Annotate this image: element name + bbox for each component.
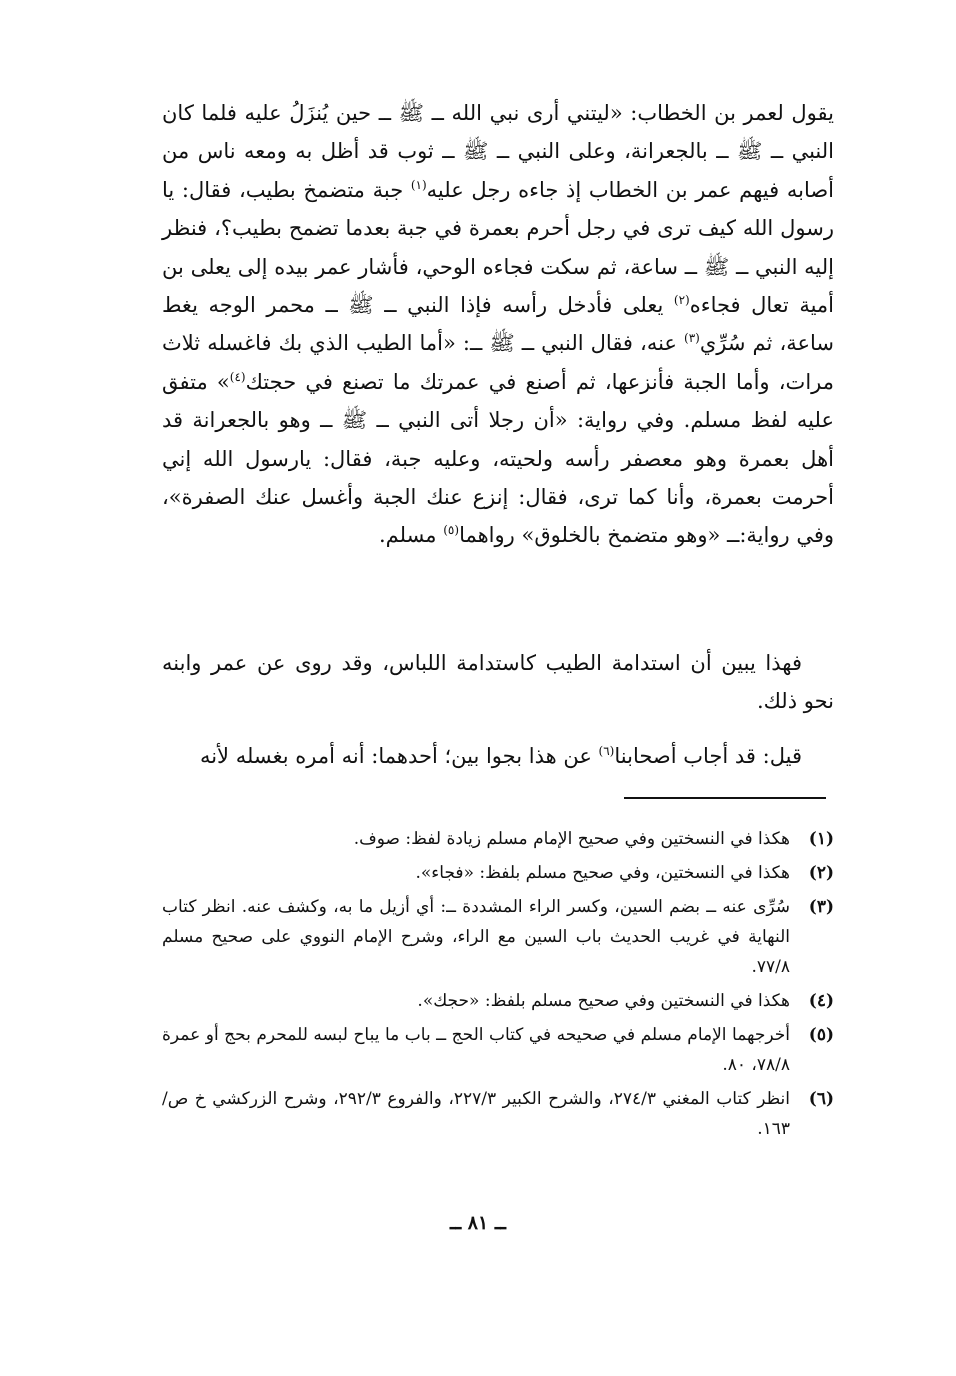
footnote-number: (٥) (808, 1025, 834, 1045)
footnote-text: سُرِّى عنه ــ بضم السين، وكسر الراء المشددة ــ: أي أزيل ما به، وكشف عنه. انظر كتاب النهاية في غريب الحديث باب السين مع الراء، وشرح الإمام النووي على صحيح مسلم ٧٧/٨. (162, 897, 790, 977)
footnote-text: هكذا في النسختين، وفي صحيح مسلم بلفظ: «فجاء». (415, 863, 790, 883)
footnote-ref-4: (٤) (229, 369, 246, 384)
footnote-ref-3: (٣) (684, 331, 700, 346)
footnotes (162, 824, 834, 1148)
paragraph-text: يعلى فأدخل رأسه فإذا النبي ــ ﷺ ــ محمر الوجه يغط ساعة، ثم سُرِّي (162, 293, 835, 356)
footnote-item (162, 986, 834, 1016)
paragraph-text: » متفق عليه لفظ مسلم. وفي رواية: «أن رجلا أتى النبي ــ ﷺ ــ وهو بالجعرانة قد أهل بعمرة وهو معصفر رأسه ولحيته، وعليه جبة، فقال: يارسول الله إني أحرمت بعمرة، وأنا كما ترى، فقال: إنزع عنك الجبة وأغسل عنك الصفرة»، وفي رواية:ــ «وهو متضمخ بالخلوق» رواهما (162, 369, 834, 548)
footnote-item (162, 824, 834, 854)
third-paragraph (162, 737, 834, 775)
footnote-text: أخرجهما الإمام مسلم في صحيحه في كتاب الحج ــ باب ما يباح لبسه للمحرم بحج أو عمرة ٧٨/٨، ٨٠. (162, 1025, 790, 1075)
footnote-text: انظر كتاب المغني ٢٧٤/٣، والشرح الكبير ٢٢٧/٣، والفروع ٢٩٢/٣، وشرح الزركشي خ ص/١٦٣. (162, 1089, 790, 1139)
footnote-separator (624, 797, 826, 799)
paragraph-text: عنه، فقال النبي ــ ﷺ ــ: «أما الطيب الذي بك فاغسله ثلاث مرات، وأما الجبة فأنزعها، ثم أصنع في عمرتك ما تصنع في حجتك (162, 331, 834, 394)
footnote-ref-1: (١) (410, 177, 427, 192)
paragraph-text: يقول لعمر بن الخطاب: «ليتني أرى نبي الله ــ ﷺ ــ حين يُنزَلُ عليه فلما كان النبي ــ ﷺ ــ بالجعرانة، وعلى النبي ــ ﷺ ــ ثوب قد أظل به ومعه ناس من أصابه فيهم عمر بن الخطاب إذ جاءه رجل عليه (162, 101, 835, 202)
footnote-number: (١) (808, 829, 834, 849)
paragraph-text: قيل: قد أجاب أصحابنا (614, 744, 802, 768)
footnote-text: هكذا في النسختين وفي صحيح الإمام مسلم زيادة لفظ: صوف. (353, 829, 790, 849)
footnote-ref-6: (٦) (598, 744, 615, 758)
footnote-ref-5: (٥) (443, 523, 460, 538)
footnote-number: (٣) (808, 897, 834, 917)
page-number: ــ ٨١ ــ (450, 1212, 506, 1234)
main-paragraph (162, 94, 834, 555)
footnote-number: (٢) (808, 863, 834, 883)
second-paragraph: فهذا يبين أن استدامة الطيب كاستدامة اللباس، وقد روى عن عمر وابنه نحو ذلك. (162, 651, 834, 714)
footnote-text: هكذا في النسختين وفي صحيح مسلم بلفظ: «حجك». (417, 991, 790, 1011)
paragraph-text: عن هذا بجوا بين؛ أحدهما: أنه أمره بغسله لأنه (199, 744, 599, 768)
footnote-item (162, 1084, 834, 1144)
footnote-number: (٤) (808, 991, 834, 1011)
footnote-ref-2: (٢) (673, 293, 690, 308)
footnote-item (162, 892, 834, 982)
paragraph-text: مسلم. (378, 523, 444, 548)
footnote-item (162, 1020, 834, 1080)
footnote-number: (٦) (808, 1089, 834, 1109)
paragraph-text: جبة متضمخ بطيب، فقال: يا رسول الله كيف ترى في رجل أحرم بعمرة في جبة بعدما تضمح بطيب؟، فنظر إليه النبي ــ ﷺ ــ ساعة، ثم سكت فجاءه الوحي، فأشار عمر بيده إلى يعلى بن أمية تعال فجاءه (162, 177, 835, 318)
footnote-item (162, 858, 834, 888)
